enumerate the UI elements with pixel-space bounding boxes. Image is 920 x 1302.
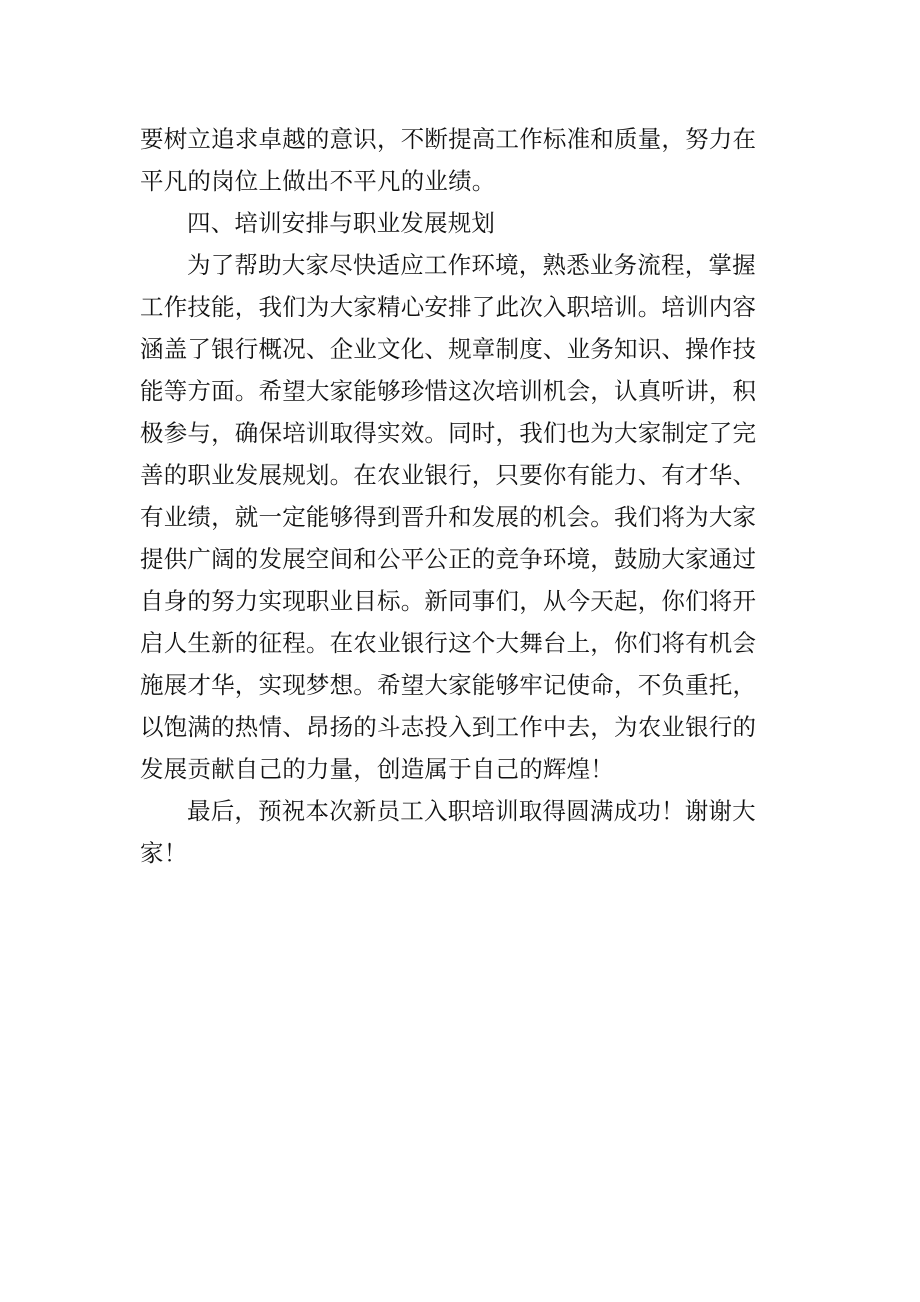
continuation-paragraph xyxy=(140,118,790,202)
text-line: 自身的努力实现职业目标。新同事们，从今天起，你们将开 xyxy=(140,587,757,615)
text-line: 极参与，确保培训取得实效。同时，我们也为大家制定了完 xyxy=(140,419,757,447)
closing-paragraph xyxy=(140,790,790,874)
text-line: 家！ xyxy=(140,839,188,867)
text-line: 最后，预祝本次新员工入职培训取得圆满成功！谢谢大 xyxy=(187,797,756,825)
text-line: 能等方面。希望大家能够珍惜这次培训机会，认真听讲，积 xyxy=(140,377,757,405)
text-line: 以饱满的热情、昂扬的斗志投入到工作中去，为农业银行的 xyxy=(140,713,757,741)
text-line: 有业绩，就一定能够得到晋升和发展的机会。我们将为大家 xyxy=(140,503,757,531)
text-line: 平凡的岗位上做出不平凡的业绩。 xyxy=(140,167,496,195)
training-paragraph xyxy=(140,244,790,790)
text-line: 提供广阔的发展空间和公平公正的竞争环境，鼓励大家通过 xyxy=(140,545,757,573)
text-line: 为了帮助大家尽快适应工作环境，熟悉业务流程，掌握 xyxy=(187,251,756,279)
text-line: 发展贡献自己的力量，创造属于自己的辉煌！ xyxy=(140,755,614,783)
section-heading: 四、培训安排与职业发展规划 xyxy=(187,209,496,237)
text-line: 启人生新的征程。在农业银行这个大舞台上，你们将有机会 xyxy=(140,629,757,657)
text-line: 涵盖了银行概况、企业文化、规章制度、业务知识、操作技 xyxy=(140,335,757,363)
text-line: 要树立追求卓越的意识，不断提高工作标准和质量，努力在 xyxy=(140,125,757,153)
text-line: 工作技能，我们为大家精心安排了此次入职培训。培训内容 xyxy=(140,293,757,321)
text-line: 善的职业发展规划。在农业银行，只要你有能力、有才华、 xyxy=(140,461,757,489)
text-line: 施展才华，实现梦想。希望大家能够牢记使命，不负重托， xyxy=(140,671,757,699)
document-body xyxy=(140,118,790,874)
